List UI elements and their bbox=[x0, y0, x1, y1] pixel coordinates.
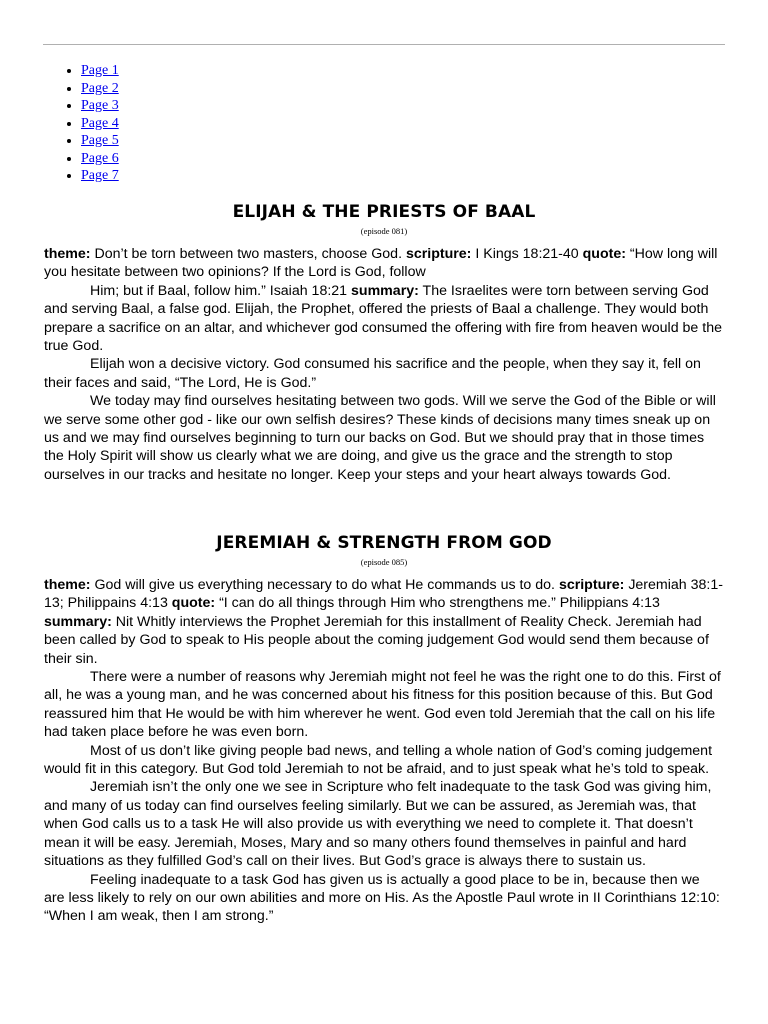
page-link-7[interactable]: Page 7 bbox=[81, 168, 119, 183]
summary-text: Nit Whitly interviews the Prophet Jeremiah for this installment of Reality Check. Jeremiah had been called by God to speak to His people about the coming judgement God would send them because of their sin. bbox=[44, 613, 709, 667]
episode-number: (episode 081) bbox=[360, 226, 408, 236]
page-link-4[interactable]: Page 4 bbox=[81, 115, 119, 131]
summary-label: summary: bbox=[44, 613, 112, 630]
quote-continuation: Him; but if Baal, follow him.” Isaiah 18:21 bbox=[90, 282, 352, 299]
body-paragraph: We today may find ourselves hesitating between two gods. Will we serve the God of the Bible or will we serve some other god - like our own selfish desires? These kinds of decisions many times sneak up on us and we may find ourselves beginning to turn our backs on God. But we should pray that in those times the Holy Spirit will show us clearly what we are doing, and give us the grace and the strength to stop ourselves in our tracks and hesitate no longer. Keep your steps and your heart always towards God. bbox=[44, 393, 716, 483]
page-link-item bbox=[81, 167, 119, 185]
section-jeremiah bbox=[44, 532, 724, 926]
page-link-item bbox=[81, 97, 119, 115]
scripture-label: scripture: bbox=[405, 246, 472, 262]
theme-text: God will give us everything necessary to do what He commands us to do. bbox=[90, 577, 559, 593]
page-link-item bbox=[81, 132, 119, 150]
quote-label: quote: bbox=[582, 246, 626, 262]
page-link-item bbox=[81, 62, 119, 80]
section-elijah bbox=[44, 201, 724, 484]
top-divider bbox=[43, 44, 725, 45]
page-link-5[interactable]: Page 5 bbox=[81, 133, 119, 148]
intro-paragraph bbox=[44, 576, 724, 668]
theme-label: theme: bbox=[44, 577, 91, 593]
section-title: ELIJAH & THE PRIESTS OF BAAL bbox=[232, 202, 536, 222]
body-paragraph: Most of us don’t like giving people bad news, and telling a whole nation of God’s coming judgement would fit in this category. But God told Jeremiah to not be afraid, and to just speak what he’s told to speak. bbox=[44, 742, 713, 778]
theme-label: theme: bbox=[44, 246, 91, 262]
scripture-label: scripture: bbox=[558, 577, 625, 593]
page-link-item bbox=[81, 115, 119, 133]
episode-number: (episode 085) bbox=[360, 557, 408, 567]
page-link-item bbox=[81, 80, 119, 98]
page-link-2[interactable]: Page 2 bbox=[81, 80, 119, 96]
body-paragraph: Elijah won a decisive victory. God consumed his sacrifice and the people, when they say it, fell on their faces and said, “The Lord, He is God.” bbox=[44, 356, 701, 391]
summary-paragraph bbox=[44, 282, 724, 356]
scripture-text: I Kings 18:21-40 bbox=[471, 246, 583, 262]
summary-text: The Israelites were torn between serving God and serving Baal, a false god. Elijah, the Prophet, offered the priests of Baal a challenge. They would both prepare a sacrifice on an altar, and whichever god consumed the offering with fire from heaven would be the true God. bbox=[44, 282, 722, 355]
body-paragraph: Feeling inadequate to a task God has given us is actually a good place to be in, because then we are less likely to rely on our own abilities and more on His. As the Apostle Paul wrote in II Corinthians 12:10: “When I am weak, then I am strong.” bbox=[44, 871, 720, 925]
body-paragraph: There were a number of reasons why Jeremiah might not feel he was the right one to do this. First of all, he was a young man, and he was concerned about his fitness for this position because of this. But God reassured him that He would be with him wherever he went. God even told Jeremiah that the call on his life had taken place before he was even born. bbox=[44, 669, 721, 741]
quote-label: quote: bbox=[171, 595, 216, 612]
body-paragraph: Jeremiah isn’t the only one we see in Scripture who felt inadequate to the task God was giving him, and many of us today can find ourselves feeling similarly. But we can be assured, as Jeremiah was, that when God calls us to a task He will also provide us with everything we need to complete it. That doesn’t mean it will be easy. Jeremiah, Moses, Mary and so many others found themselves in painful and hard situations as they fulfilled God’s call on their lives. But God’s grace is always there to sustain us. bbox=[44, 779, 712, 870]
scripture-text: Jeremiah 38:1-13; Philippains 4:13 bbox=[44, 577, 723, 612]
quote-text: “How long will you hesitate between two opinions? If the Lord is God, follow bbox=[44, 246, 718, 281]
page-link-1[interactable]: Page 1 bbox=[81, 63, 119, 78]
quote-text: “I can do all things through Him who strengthens me.” Philippians 4:13 bbox=[215, 595, 660, 612]
section-title: JEREMIAH & STRENGTH FROM GOD bbox=[216, 533, 552, 553]
theme-text: Don’t be torn between two masters, choose God. bbox=[90, 246, 406, 262]
intro-paragraph bbox=[44, 245, 724, 282]
summary-label: summary: bbox=[351, 282, 419, 299]
page-link-item bbox=[81, 150, 119, 168]
page-link-3[interactable]: Page 3 bbox=[81, 98, 119, 113]
page-links-list bbox=[43, 62, 119, 185]
page-link-6[interactable]: Page 6 bbox=[81, 150, 119, 166]
